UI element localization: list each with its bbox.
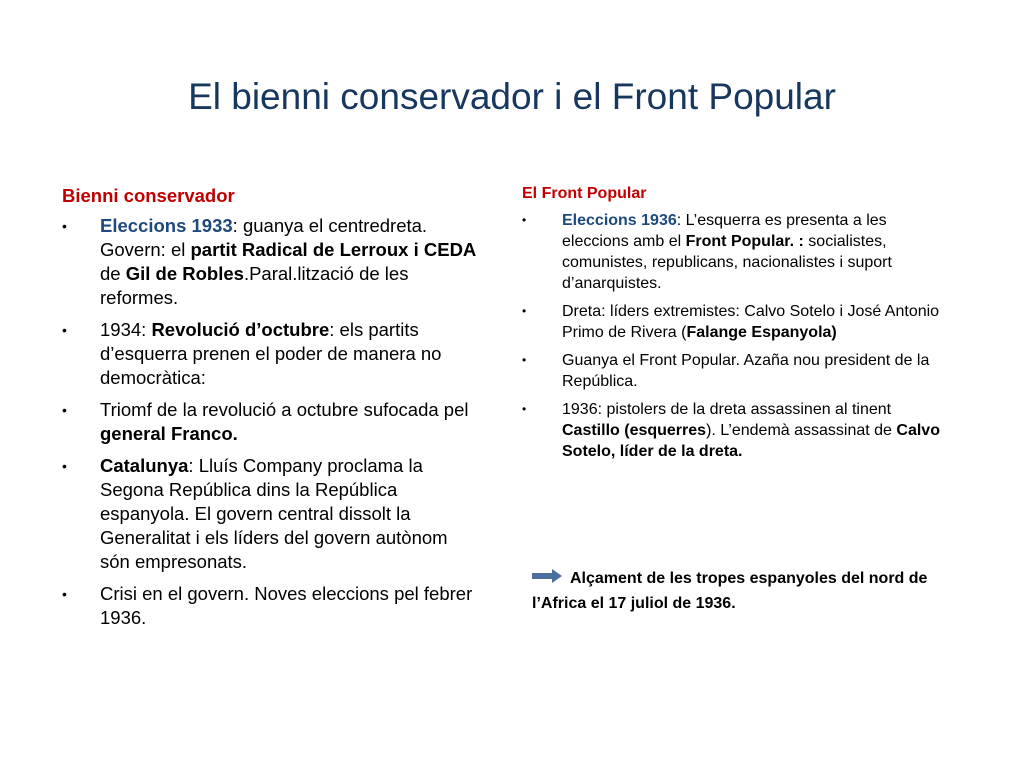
bullet-text: de: [100, 263, 126, 284]
bullet-text: ). L’endemà assassinat de: [706, 422, 897, 439]
bullet-item: [522, 210, 942, 294]
bullet-item: [62, 582, 482, 630]
right-heading: El Front Popular: [522, 185, 647, 202]
bullet-item: [62, 214, 482, 310]
bullet-text: Castillo (esquerres: [562, 422, 707, 439]
callout-text: Alçament de les tropes espanyoles del nord de l’Africa el 17 juliol de 1936.: [532, 570, 928, 613]
bullet-text: : L’esquerra es presenta a les eleccions amb el: [562, 212, 887, 250]
bullet-text: .Paral.lització de les reformes.: [100, 263, 409, 308]
bullet-text: Triomf de la revolució a octubre sufocada pel: [100, 399, 469, 420]
bullet-item: [62, 318, 482, 390]
bullet-text: general Franco.: [100, 423, 238, 444]
bullet-dot: •: [62, 218, 67, 234]
right-bullet-list: [522, 210, 942, 462]
bullet-text: socialistes, comunistes, republicans, nacionalistes i suport d’anarquistes.: [562, 233, 892, 292]
bullet-dot: •: [522, 304, 527, 318]
slide-title: El bienni conservador i el Front Popular: [188, 76, 836, 117]
bullet-text: Catalunya: [100, 455, 189, 476]
left-heading: Bienni conservador: [62, 185, 235, 206]
bullet-text: Front Popular. :: [685, 233, 804, 250]
bullet-dot: •: [62, 402, 67, 418]
bullet-dot: •: [522, 402, 527, 416]
bullet-dot: •: [522, 353, 527, 367]
bullet-text: Crisi en el govern. Noves eleccions pel febrer 1936.: [100, 583, 473, 628]
right-arrow-icon: [532, 566, 562, 591]
bullet-item: [522, 301, 942, 343]
bullet-text: Falange Espanyola): [686, 324, 837, 341]
bullet-item: [522, 350, 942, 392]
bullet-text: Eleccions 1936: [562, 212, 677, 229]
bullet-dot: •: [62, 586, 67, 602]
bullet-dot: •: [62, 322, 67, 338]
bullet-text: Calvo Sotelo, líder de la dreta.: [562, 422, 940, 460]
bullet-text: : els partits d’esquerra prenen el poder de manera no democràtica:: [100, 319, 442, 388]
bullet-text: Dreta: líders extremistes: Calvo Sotelo i José Antonio Primo de Rivera (: [562, 303, 940, 341]
bullet-text: partit Radical de Lerroux i CEDA: [190, 239, 477, 260]
bullet-dot: •: [62, 458, 67, 474]
left-column: [62, 184, 482, 638]
right-column: [522, 183, 942, 469]
bullet-item: [62, 398, 482, 446]
left-bullet-list: [62, 214, 482, 630]
bullet-text: 1936: pistolers de la dreta assassinen al tinent: [562, 401, 892, 418]
bullet-text: Guanya el Front Popular. Azaña nou president de la República.: [562, 352, 930, 390]
bullet-text: Gil de Robles: [125, 263, 244, 284]
bullet-dot: •: [522, 213, 527, 227]
bullet-text: Revolució d’octubre: [151, 319, 330, 340]
bullet-text: : Lluís Company proclama la Segona República dins la República espanyola. El govern central dissolt la Generalitat i els líders del govern autònom són empresonats.: [100, 455, 448, 572]
bullet-text: 1934:: [100, 319, 152, 340]
uprising-callout: [532, 566, 942, 616]
bullet-text: Eleccions 1933: [100, 215, 233, 236]
bullet-item: [62, 454, 482, 574]
bullet-text: : guanya el centredreta. Govern: el: [100, 215, 428, 260]
bullet-item: [522, 399, 942, 462]
